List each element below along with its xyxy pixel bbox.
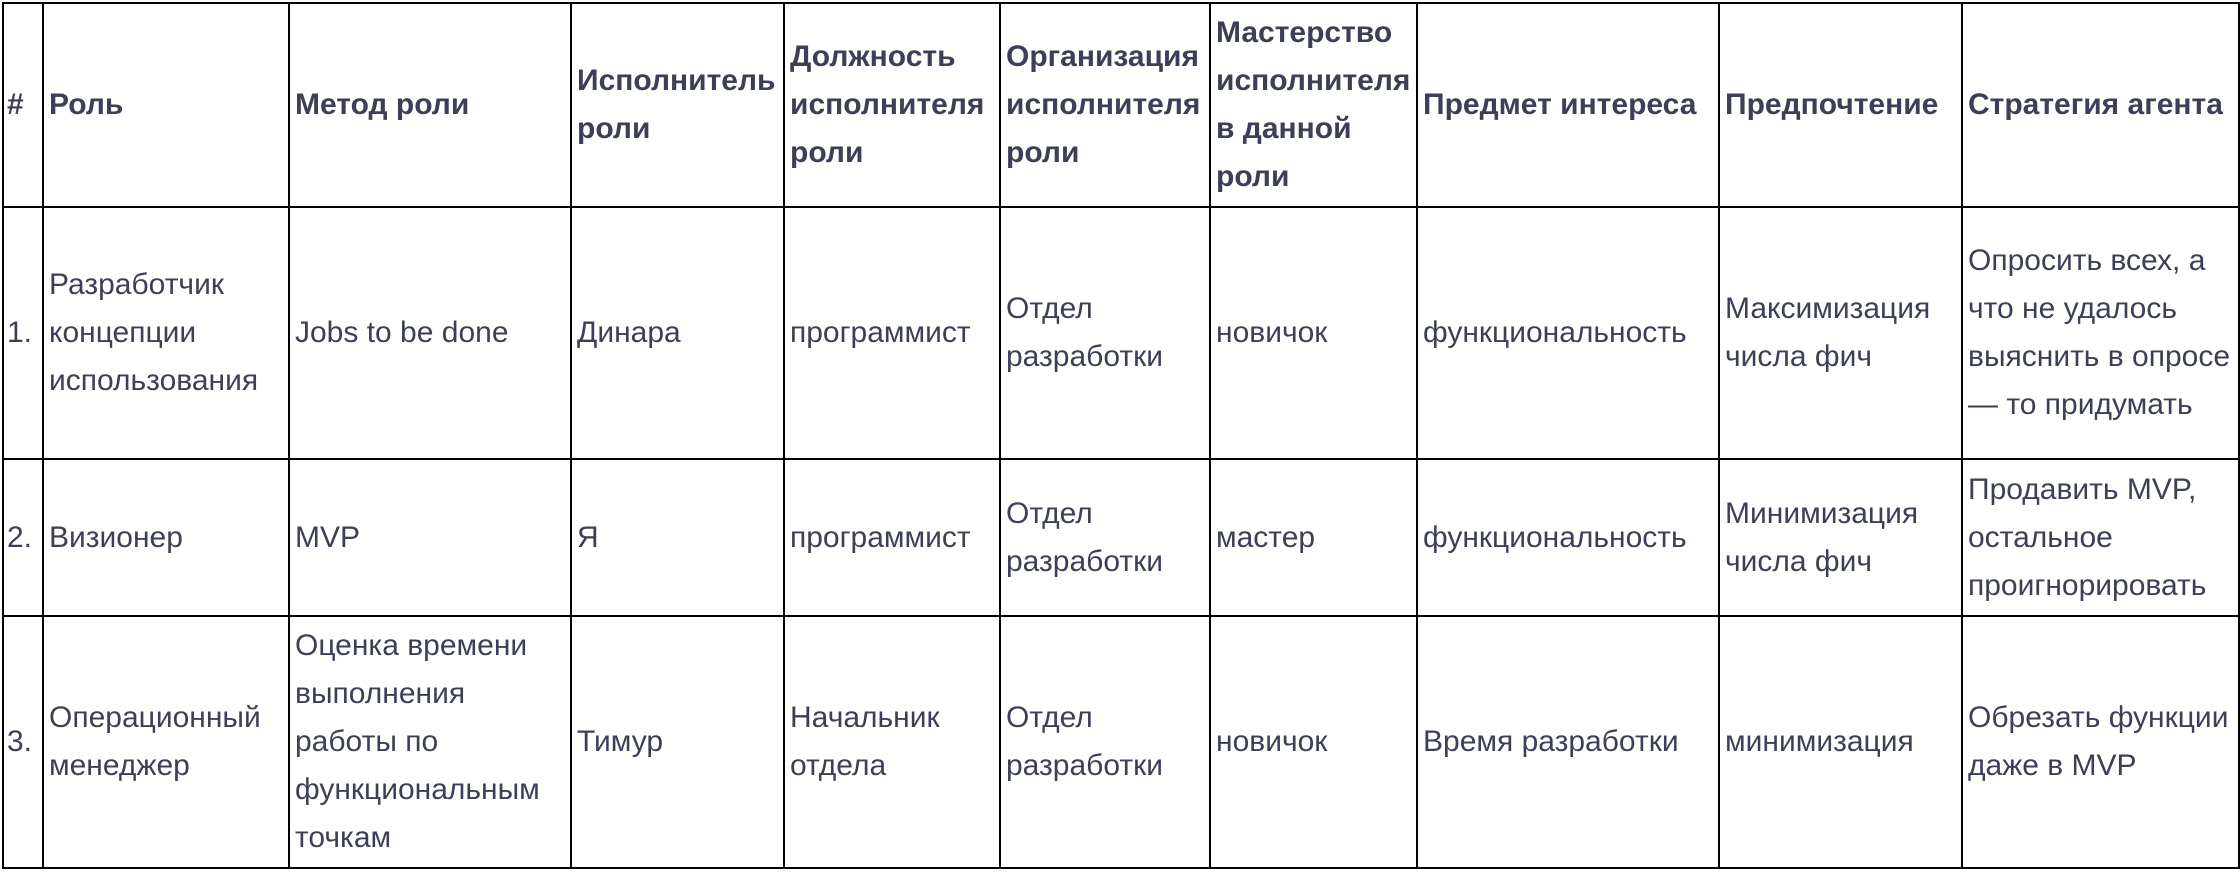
column-header-role-performer: Исполнитель роли: [571, 3, 784, 207]
cell-performer-position: Начальник отдела: [784, 616, 1000, 868]
cell-performer-position: программист: [784, 207, 1000, 459]
cell-performer-mastery: новичок: [1210, 616, 1417, 868]
cell-agent-strategy: Опросить всех, а что не удалось выяснить в опросе — то придумать: [1962, 207, 2239, 459]
cell-performer-mastery: мастер: [1210, 459, 1417, 616]
cell-role-performer: Динара: [571, 207, 784, 459]
table-row: [3, 207, 2239, 459]
cell-preference: Максимизация числа фич: [1719, 207, 1962, 459]
roles-table: [2, 2, 2240, 869]
table-row: [3, 459, 2239, 616]
column-header-subject-of-interest: Предмет интереса: [1417, 3, 1719, 207]
cell-number: 2.: [3, 459, 43, 616]
cell-performer-organization: Отдел разработки: [1000, 207, 1210, 459]
cell-role-method: MVP: [289, 459, 571, 616]
column-header-performer-mastery: Мастерство исполнителя в данной роли: [1210, 3, 1417, 207]
cell-role-method: Jobs to be done: [289, 207, 571, 459]
cell-role-performer: Тимур: [571, 616, 784, 868]
cell-number: 1.: [3, 207, 43, 459]
column-header-agent-strategy: Стратегия агента: [1962, 3, 2239, 207]
table-header-row: [3, 3, 2239, 207]
cell-number: 3.: [3, 616, 43, 868]
cell-performer-organization: Отдел разработки: [1000, 459, 1210, 616]
cell-subject-of-interest: Время разработки: [1417, 616, 1719, 868]
cell-agent-strategy: Обрезать функции даже в MVP: [1962, 616, 2239, 868]
cell-performer-mastery: новичок: [1210, 207, 1417, 459]
column-header-role: Роль: [43, 3, 289, 207]
column-header-performer-position: Должность исполнителя роли: [784, 3, 1000, 207]
cell-role: Разработчик концепции использования: [43, 207, 289, 459]
cell-role-method: Оценка времени выполнения работы по функциональным точкам: [289, 616, 571, 868]
cell-role: Визионер: [43, 459, 289, 616]
cell-performer-organization: Отдел разработки: [1000, 616, 1210, 868]
cell-role-performer: Я: [571, 459, 784, 616]
cell-agent-strategy: Продавить MVP, остальное проигнорировать: [1962, 459, 2239, 616]
cell-preference: Минимизация числа фич: [1719, 459, 1962, 616]
column-header-number: #: [3, 3, 43, 207]
table-row: [3, 616, 2239, 868]
column-header-performer-organization: Организация исполнителя роли: [1000, 3, 1210, 207]
column-header-preference: Предпочтение: [1719, 3, 1962, 207]
cell-preference: минимизация: [1719, 616, 1962, 868]
cell-performer-position: программист: [784, 459, 1000, 616]
cell-subject-of-interest: функциональность: [1417, 459, 1719, 616]
cell-subject-of-interest: функциональность: [1417, 207, 1719, 459]
cell-role: Операционный менеджер: [43, 616, 289, 868]
column-header-role-method: Метод роли: [289, 3, 571, 207]
